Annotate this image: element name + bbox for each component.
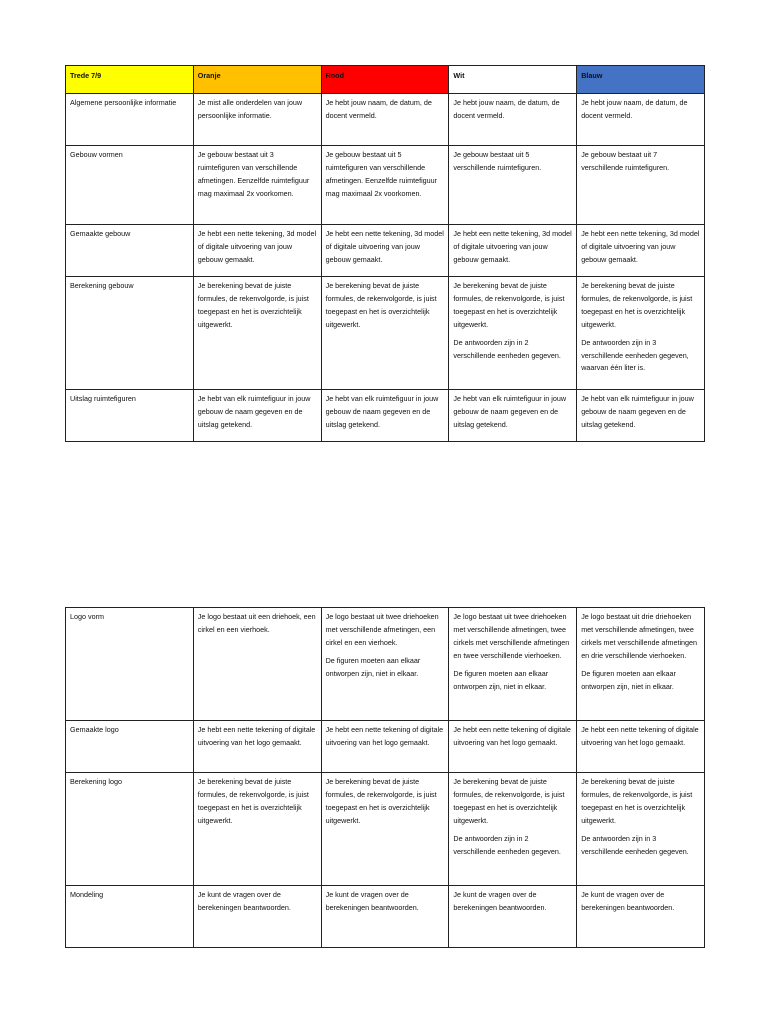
criterion-label: Uitslag ruimtefiguren xyxy=(66,390,194,442)
criterion-text: De figuren moeten aan elkaar ontworpen zijn, niet in elkaar. xyxy=(581,668,676,691)
criterion-label: Gemaakte logo xyxy=(66,721,194,773)
header-oranje: Oranje xyxy=(193,66,321,94)
criterion-cell-wit xyxy=(449,225,577,277)
criterion-cell-oranje xyxy=(193,608,321,721)
criterion-cell-oranje xyxy=(193,225,321,277)
header-blauw: Blauw xyxy=(577,66,705,94)
criterion-cell-blauw xyxy=(577,886,705,948)
criterion-cell-rood xyxy=(321,94,449,146)
criterion-text: De antwoorden zijn in 2 verschillende eenheden gegeven. xyxy=(453,833,561,856)
rubric-row xyxy=(66,94,705,146)
rubric-row xyxy=(66,277,705,390)
criterion-cell-wit xyxy=(449,886,577,948)
criterion-cell-wit xyxy=(449,94,577,146)
rubric-table-gebouw xyxy=(65,65,705,442)
criterion-label: Mondeling xyxy=(66,886,194,948)
criterion-label: Gebouw vormen xyxy=(66,146,194,225)
criterion-cell-oranje xyxy=(193,94,321,146)
criterion-cell-oranje xyxy=(193,390,321,442)
criterion-text: Je kunt de vragen over de berekeningen beantwoorden. xyxy=(581,890,675,912)
criterion-label: Gemaakte gebouw xyxy=(66,225,194,277)
criterion-cell-rood xyxy=(321,886,449,948)
criterion-cell-rood xyxy=(321,608,449,721)
criterion-text: Je kunt de vragen over de berekeningen beantwoorden. xyxy=(325,890,419,912)
criterion-text: Je berekening bevat de juiste formules, de rekenvolgorde, is juist toegepast en het is overzichtelijk uitgewerkt. xyxy=(325,777,437,825)
criterion-text: Je logo bestaat uit twee driehoeken met verschillende afmetingen, twee cirkels met verschillende afmetingen en twee verschillende vierhoeken. xyxy=(453,612,570,660)
criterion-text: Je hebt jouw naam, de datum, de docent vermeld. xyxy=(325,98,432,120)
criterion-cell-rood xyxy=(321,390,449,442)
criterion-text: Je hebt van elk ruimtefiguur in jouw gebouw de naam gegeven en de uitslag getekend. xyxy=(453,394,567,429)
rubric-row xyxy=(66,146,705,225)
criterion-cell-oranje xyxy=(193,886,321,948)
criterion-text: De figuren moeten aan elkaar ontworpen zijn, niet in elkaar. xyxy=(453,668,549,691)
criterion-text: Je logo bestaat uit twee driehoeken met verschillende afmetingen, een cirkel en een vierhoek. xyxy=(325,612,439,647)
criterion-cell-wit xyxy=(449,277,577,390)
criterion-cell-wit xyxy=(449,721,577,773)
criterion-text: Je berekening bevat de juiste formules, de rekenvolgorde, is juist toegepast en het is overzichtelijk uitgewerkt. xyxy=(453,281,565,329)
rubric-row xyxy=(66,225,705,277)
criterion-cell-blauw xyxy=(577,721,705,773)
criterion-cell-oranje xyxy=(193,146,321,225)
criterion-cell-wit xyxy=(449,608,577,721)
criterion-text: Je berekening bevat de juiste formules, de rekenvolgorde, is juist toegepast en het is overzichtelijk uitgewerkt. xyxy=(453,777,565,825)
criterion-text: Je gebouw bestaat uit 5 ruimtefiguren van verschillende afmetingen. Eenzelfde ruimtefiguur mag maximaal 2x voorkomen. xyxy=(325,150,438,198)
rubric-row xyxy=(66,773,705,886)
criterion-cell-rood xyxy=(321,146,449,225)
criterion-text: Je hebt van elk ruimtefiguur in jouw gebouw de naam gegeven en de uitslag getekend. xyxy=(197,394,311,429)
criterion-cell-rood xyxy=(321,773,449,886)
criterion-cell-blauw xyxy=(577,225,705,277)
criterion-text: Je hebt een nette tekening of digitale uitvoering van het logo gemaakt. xyxy=(453,725,571,747)
criterion-text: Je berekening bevat de juiste formules, de rekenvolgorde, is juist toegepast en het is overzichtelijk uitgewerkt. xyxy=(581,777,693,825)
criterion-cell-blauw xyxy=(577,773,705,886)
criterion-text: Je berekening bevat de juiste formules, de rekenvolgorde, is juist toegepast en het is overzichtelijk uitgewerkt. xyxy=(197,777,309,825)
criterion-label: Berekening gebouw xyxy=(66,277,194,390)
criterion-cell-wit xyxy=(449,773,577,886)
criterion-cell-blauw xyxy=(577,94,705,146)
criterion-text: Je logo bestaat uit drie driehoeken met verschillende afmetingen, twee cirkels met verschillende afmetingen en drie verschillende vierhoeken. xyxy=(581,612,698,660)
criterion-cell-oranje xyxy=(193,277,321,390)
criterion-cell-oranje xyxy=(193,721,321,773)
criterion-text: Je hebt een nette tekening, 3d model of digitale uitvoering van jouw gebouw gemaakt. xyxy=(581,229,700,264)
rubric-row xyxy=(66,886,705,948)
criterion-text: Je berekening bevat de juiste formules, de rekenvolgorde, is juist toegepast en het is overzichtelijk uitgewerkt. xyxy=(325,281,437,329)
criterion-text: Je logo bestaat uit een driehoek, een cirkel en een vierhoek. xyxy=(197,612,316,634)
criterion-text: Je berekening bevat de juiste formules, de rekenvolgorde, is juist toegepast en het is overzichtelijk uitgewerkt. xyxy=(581,281,693,329)
header-rood: Rood xyxy=(321,66,449,94)
criterion-text: Je hebt jouw naam, de datum, de docent vermeld. xyxy=(453,98,560,120)
rubric-table-logo xyxy=(65,607,705,948)
criterion-cell-rood xyxy=(321,277,449,390)
criterion-cell-rood xyxy=(321,721,449,773)
criterion-cell-rood xyxy=(321,225,449,277)
criterion-text: De antwoorden zijn in 2 verschillende eenheden gegeven. xyxy=(453,337,561,360)
header-trede: Trede 7/9 xyxy=(66,66,194,94)
criterion-text: Je kunt de vragen over de berekeningen beantwoorden. xyxy=(453,890,547,912)
criterion-text: Je hebt jouw naam, de datum, de docent vermeld. xyxy=(581,98,688,120)
criterion-text: Je gebouw bestaat uit 5 verschillende ruimtefiguren. xyxy=(453,150,542,172)
criterion-cell-wit xyxy=(449,146,577,225)
criterion-text: Je hebt van elk ruimtefiguur in jouw gebouw de naam gegeven en de uitslag getekend. xyxy=(325,394,439,429)
rubric-row xyxy=(66,390,705,442)
criterion-label: Logo vorm xyxy=(66,608,194,721)
criterion-text: De antwoorden zijn in 3 verschillende eenheden gegeven. xyxy=(581,833,689,856)
criterion-cell-blauw xyxy=(577,277,705,390)
criterion-label: Algemene persoonlijke informatie xyxy=(66,94,194,146)
criterion-text: Je gebouw bestaat uit 3 ruimtefiguren van verschillende afmetingen. Eenzelfde ruimtefiguur mag maximaal 2x voorkomen. xyxy=(197,150,310,198)
header-wit: Wit xyxy=(449,66,577,94)
criterion-text: Je gebouw bestaat uit 7 verschillende ruimtefiguren. xyxy=(581,150,670,172)
criterion-text: Je mist alle onderdelen van jouw persoonlijke informatie. xyxy=(197,98,303,120)
criterion-text: Je hebt een nette tekening of digitale uitvoering van het logo gemaakt. xyxy=(581,725,699,747)
criterion-cell-blauw xyxy=(577,146,705,225)
rubric-header-row xyxy=(66,66,705,94)
criterion-text: Je kunt de vragen over de berekeningen beantwoorden. xyxy=(197,890,291,912)
criterion-cell-oranje xyxy=(193,773,321,886)
criterion-text: Je hebt een nette tekening, 3d model of digitale uitvoering van jouw gebouw gemaakt. xyxy=(453,229,572,264)
criterion-text: Je hebt een nette tekening, 3d model of digitale uitvoering van jouw gebouw gemaakt. xyxy=(325,229,444,264)
criterion-cell-blauw xyxy=(577,608,705,721)
criterion-text: Je hebt een nette tekening of digitale uitvoering van het logo gemaakt. xyxy=(197,725,316,747)
criterion-text: Je berekening bevat de juiste formules, de rekenvolgorde, is juist toegepast en het is overzichtelijk uitgewerkt. xyxy=(197,281,309,329)
criterion-label: Berekening logo xyxy=(66,773,194,886)
rubric-row xyxy=(66,608,705,721)
rubric-row xyxy=(66,721,705,773)
criterion-text: Je hebt van elk ruimtefiguur in jouw gebouw de naam gegeven en de uitslag getekend. xyxy=(581,394,694,429)
criterion-cell-blauw xyxy=(577,390,705,442)
criterion-text: De figuren moeten aan elkaar ontworpen zijn, niet in elkaar. xyxy=(325,655,421,678)
criterion-cell-wit xyxy=(449,390,577,442)
criterion-text: Je hebt een nette tekening of digitale uitvoering van het logo gemaakt. xyxy=(325,725,444,747)
criterion-text: De antwoorden zijn in 3 verschillende eenheden gegeven, waarvan één liter is. xyxy=(581,337,689,373)
criterion-text: Je hebt een nette tekening, 3d model of digitale uitvoering van jouw gebouw gemaakt. xyxy=(197,229,317,264)
